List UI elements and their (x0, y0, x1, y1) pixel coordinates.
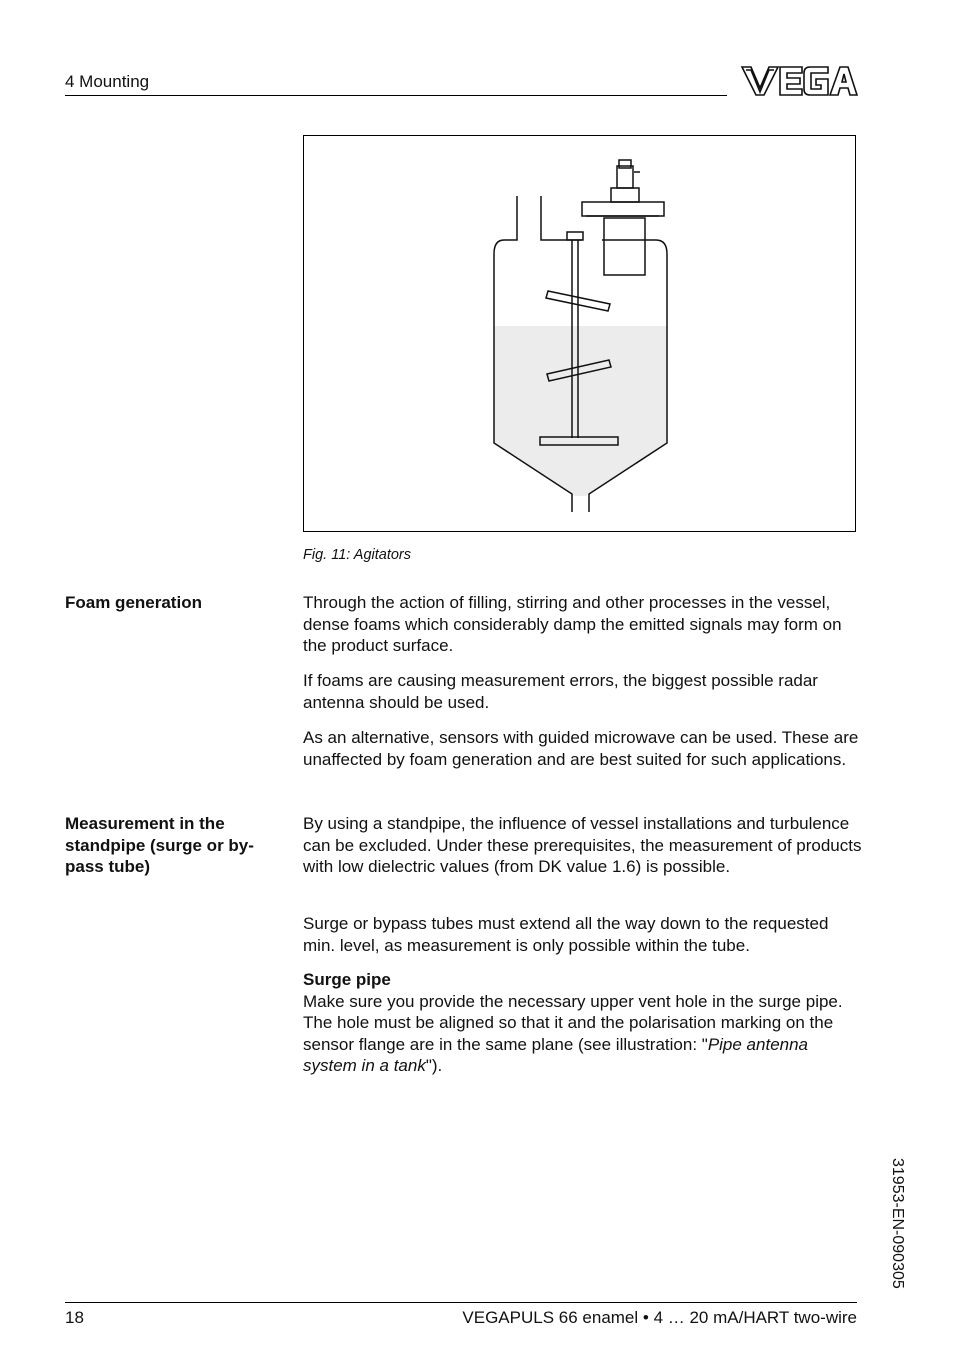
footer-title: VEGAPULS 66 enamel • 4 … 20 mA/HART two-wire (462, 1308, 857, 1327)
subheading-surge-pipe: Surge pipe (303, 970, 391, 989)
footer-rule (65, 1302, 857, 1303)
figure-caption: Fig. 11: Agitators (303, 547, 411, 563)
surge-pipe-block (303, 969, 863, 1077)
document-code: 31953-EN-090305 (889, 1158, 906, 1289)
body-paragraph: If foams are causing measurement errors, the biggest possible radar antenna should be used. (303, 671, 818, 712)
product-fill (494, 326, 667, 496)
section-heading-foam: Foam generation (65, 593, 202, 612)
agitator-figure (303, 135, 856, 532)
vega-logo (740, 64, 858, 103)
body-paragraph: Through the action of filling, stirring and other processes in the vessel, dense foams which considerably damp the emitted signals may form on the product surface. (303, 593, 842, 655)
surge-pipe-text-end: "). (425, 1056, 443, 1075)
surge-pipe-text: Make sure you provide the necessary upper vent hole in the surge pipe. The hole must be aligned so that it and the polarisation marking on the sensor flange are in the same plane (see illustration: " (303, 991, 843, 1054)
section-heading-standpipe: Measurement in the standpipe (surge or by-pass tube) (65, 814, 254, 876)
body-paragraph: Surge or bypass tubes must extend all the way down to the requested min. level, as measurement is only possible within the tube. (303, 914, 829, 955)
agitator-vessel-illustration (304, 136, 857, 533)
header-rule (65, 95, 727, 96)
chapter-heading: 4 Mounting (65, 72, 150, 91)
surge-pipe-reference: Pipe antenna system in a tank (303, 1034, 809, 1075)
body-paragraph: By using a standpipe, the influence of vessel installations and turbulence can be excluded. Under these prerequisites, the measurement of products with low dielectric values (from DK value 1.6) is possible. (303, 814, 862, 876)
page-number: 18 (65, 1308, 84, 1327)
body-paragraph: As an alternative, sensors with guided microwave can be used. These are unaffected by foam generation and are best suited for such applications. (303, 728, 859, 769)
